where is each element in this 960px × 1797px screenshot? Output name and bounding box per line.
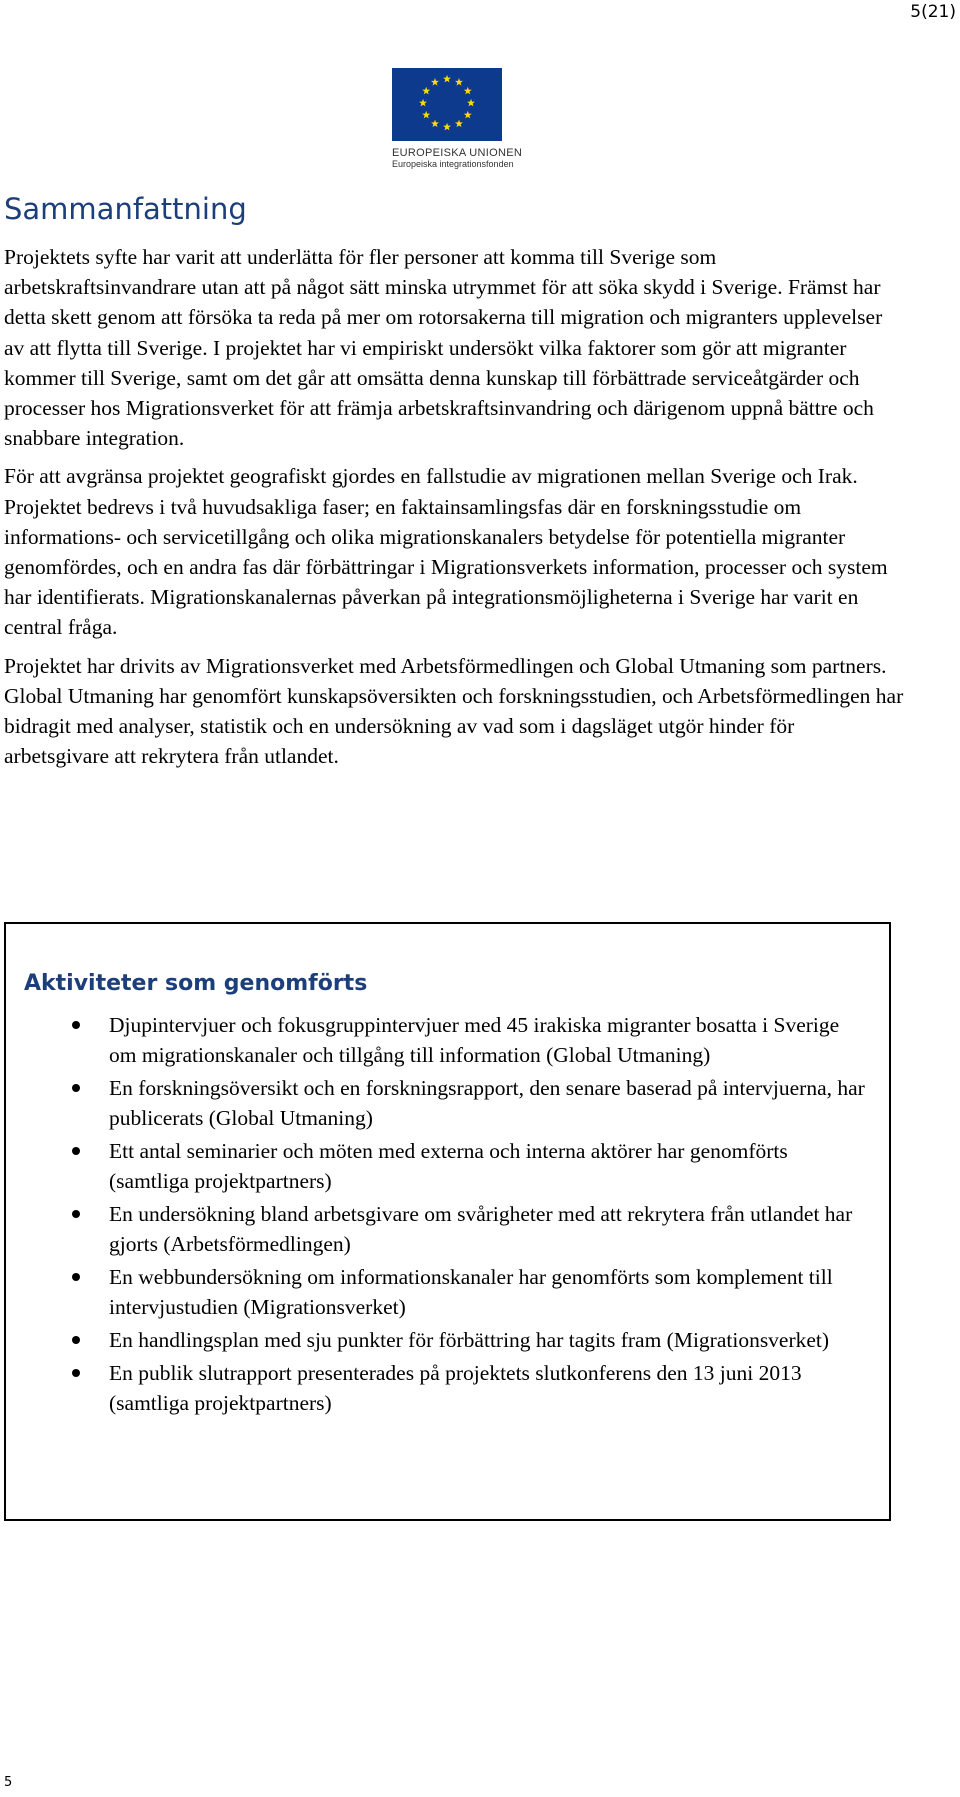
list-item — [6, 1073, 866, 1133]
list-item-text: En forskningsöversikt och en forskningsrapport, den senare baserad på intervjuerna, har publicerats (Global Utmaning) — [109, 1076, 865, 1130]
activities-list — [6, 1010, 866, 1421]
list-item — [6, 1136, 866, 1196]
bullet-icon — [72, 1021, 80, 1029]
summary-paragraph: Projektets syfte har varit att underlätta för fler personer att komma till Sverige som arbetskraftsinvandrare utan att på något sätt minska utrymmet för att söka skydd i Sverige. Främst har detta skett genom att försöka ta reda på mer om rotorsakerna till migration och migranters upplevelser av att flytta till Sverige. I projektet har vi empiriskt undersökt vilka faktorer som gör att migranter kommer till Sverige, samt om det går att omsätta denna kunskap till förbättrade serviceåtgärder och processer hos Migrationsverket för att främja arbetskraftsinvandring och därigenom uppnå bättre och snabbare integration. — [4, 245, 883, 451]
bullet-icon — [72, 1369, 80, 1377]
list-item — [6, 1358, 866, 1418]
summary-paragraph: För att avgränsa projektet geografiskt gjordes en fallstudie av migrationen mellan Sverige och Irak. Projektet bedrevs i två huvudsakliga faser; en faktainsamlingsfas där en forskningsstudie om informations- och servicetillgång och olika migrationskanalers betydelse för potentiella migranter genomfördes, och en andra fas där förbättringar i Migrationsverkets information, processer och system har identifierats. Migrationskanalernas påverkan på integrationsmöjligheterna i Sverige har varit en central fråga. — [4, 464, 888, 640]
list-item — [6, 1262, 866, 1322]
summary-paragraph: Projektet har drivits av Migrationsverket med Arbetsförmedlingen och Global Utmaning som partners. Global Utmaning har genomfört kunskapsöversikten och forskningsstudien, och Arbetsförmedlingen har bidragit med analyser, statistik och en undersökning av vad som i dagsläget utgör hinder för arbetsgivare att rekrytera från utlandet. — [4, 653, 904, 769]
activities-title: Aktiviteter som genomförts — [24, 971, 368, 996]
list-item — [6, 1010, 866, 1070]
eu-logo — [392, 68, 523, 170]
list-item-text: Djupintervjuer och fokusgruppintervjuer med 45 irakiska migranter bosatta i Sverige om migrationskanaler och tillgång till information (Global Utmaning) — [109, 1013, 840, 1067]
activities-box — [4, 922, 891, 1521]
bullet-icon — [72, 1084, 80, 1092]
eu-flag-icon — [392, 68, 502, 141]
bullet-icon — [72, 1336, 80, 1344]
list-item-text: En webbundersökning om informationskanaler har genomförts som komplement till intervjustudien (Migrationsverket) — [109, 1265, 833, 1319]
page-title: Sammanfattning — [4, 192, 247, 226]
list-item — [6, 1325, 866, 1355]
list-item-text: Ett antal seminarier och möten med externa och interna aktörer har genomförts (samtliga projektpartners) — [109, 1139, 788, 1193]
eu-logo-name: EUROPEISKA UNIONEN — [392, 147, 523, 159]
page-number: 5 — [4, 1775, 13, 1790]
bullet-icon — [72, 1210, 80, 1218]
eu-logo-fund-name: Europeiska integrationsfonden — [392, 159, 514, 169]
list-item-text: En undersökning bland arbetsgivare om svårigheter med att rekrytera från utlandet har gjorts (Arbetsförmedlingen) — [109, 1202, 853, 1256]
list-item — [6, 1199, 866, 1259]
list-item-text: En publik slutrapport presenterades på projektets slutkonferens den 13 juni 2013 (samtliga projektpartners) — [109, 1361, 802, 1415]
bullet-icon — [72, 1273, 80, 1281]
bullet-icon — [72, 1147, 80, 1155]
summary-body — [4, 242, 904, 779]
list-item-text: En handlingsplan med sju punkter för förbättring har tagits fram (Migrationsverket) — [109, 1328, 830, 1352]
page-indicator: 5(21) — [910, 2, 956, 22]
